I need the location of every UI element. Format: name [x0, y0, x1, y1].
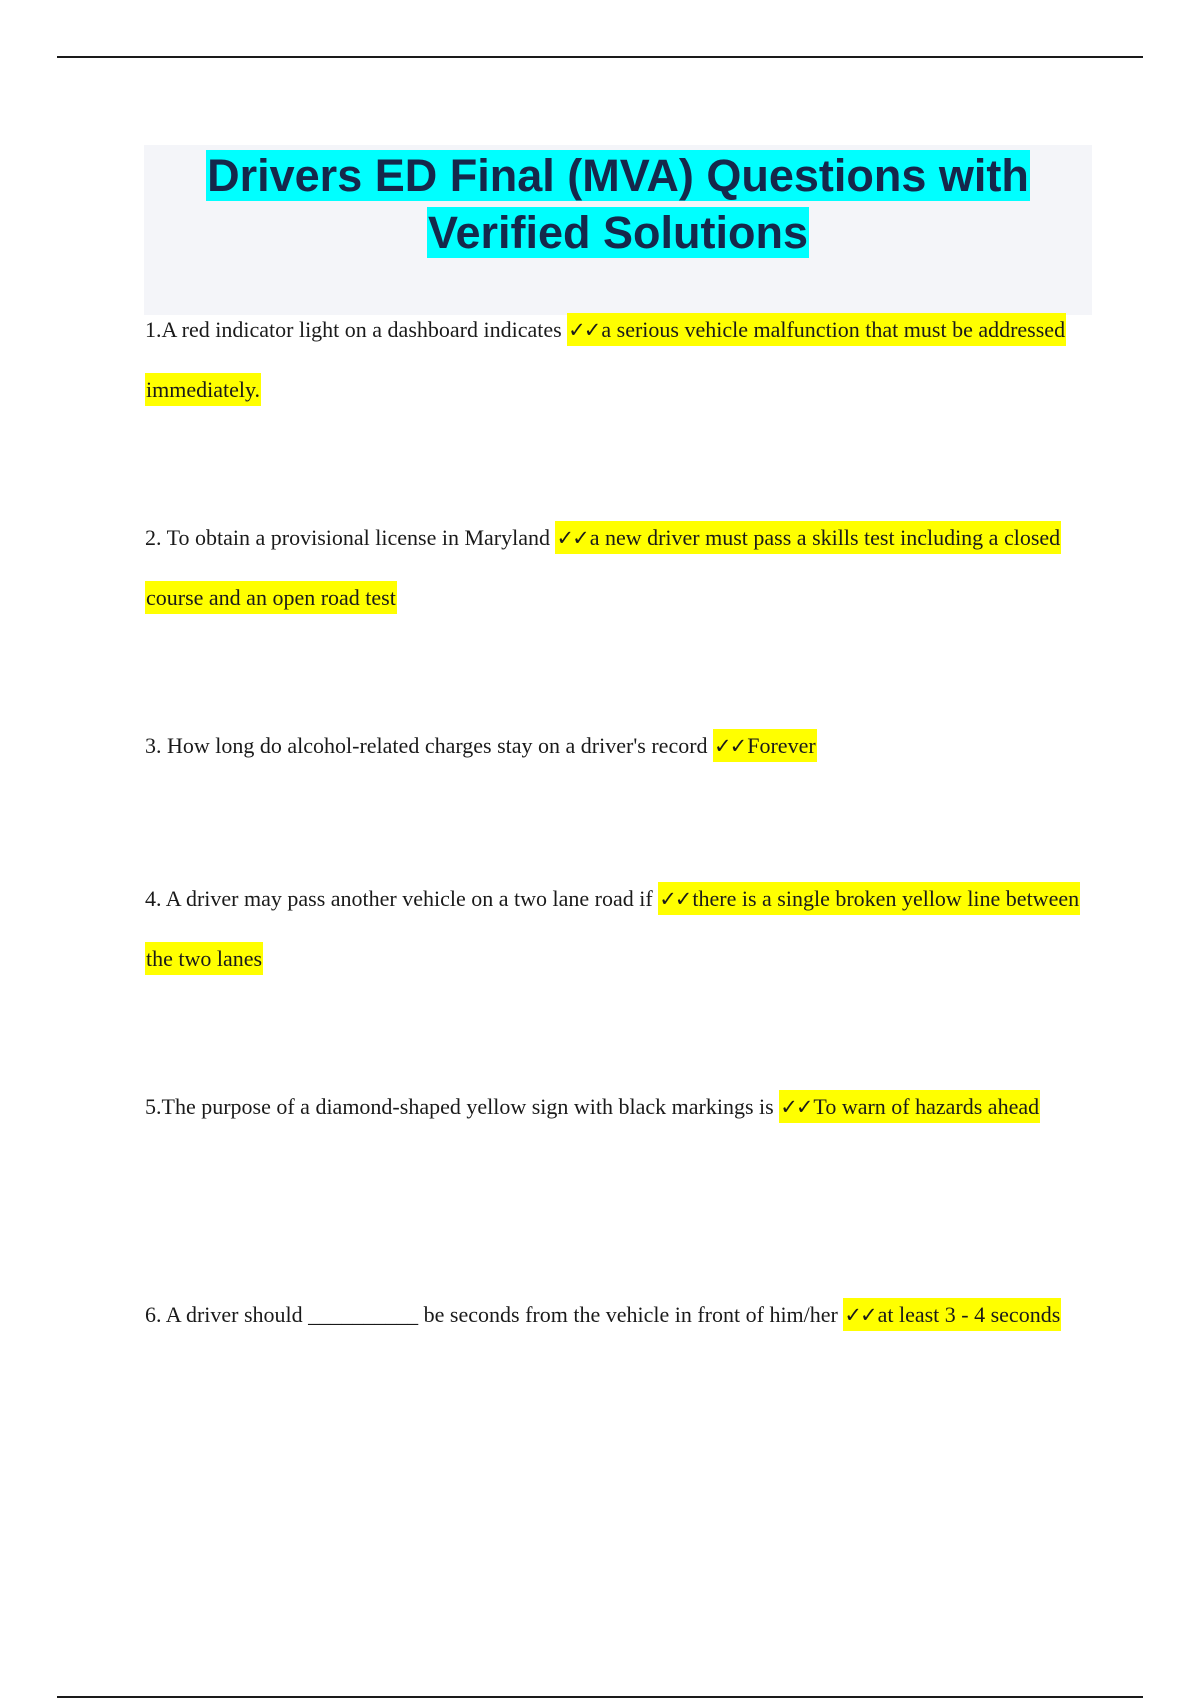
question-text: 3. How long do alcohol-related charges stay on a driver's record	[145, 733, 708, 758]
double-check-icon: ✓✓	[714, 734, 746, 758]
top-rule	[57, 56, 1143, 58]
answer-highlight	[843, 1298, 1061, 1331]
question-text: 5.The purpose of a diamond-shaped yellow sign with black markings is	[145, 1094, 774, 1119]
double-check-icon: ✓✓	[844, 1303, 876, 1327]
double-check-icon: ✓✓	[568, 318, 600, 342]
double-check-icon: ✓✓	[556, 526, 588, 550]
qa-item-2	[145, 508, 1095, 628]
question-text: 1.A red indicator light on a dashboard indicates	[145, 317, 562, 342]
answer-text: at least 3 - 4 seconds	[877, 1302, 1061, 1327]
title-box	[144, 145, 1092, 315]
question-text: 2. To obtain a provisional license in Maryland	[145, 525, 550, 550]
qa-item-6	[145, 1285, 1095, 1345]
answer-text: there is a single broken yellow line between the two lanes	[146, 886, 1080, 971]
double-check-icon: ✓✓	[780, 1095, 812, 1119]
answer-text: a new driver must pass a skills test including a closed course and an open road test	[146, 525, 1061, 610]
answer-text: To warn of hazards ahead	[813, 1094, 1040, 1119]
qa-item-1	[145, 300, 1095, 420]
question-text: 6. A driver should __________ be seconds from the vehicle in front of him/her	[145, 1302, 838, 1327]
answer-highlight	[779, 1090, 1040, 1123]
qa-item-5	[145, 1077, 1095, 1137]
title-highlight: Drivers ED Final (MVA) Questions with Verified Solutions	[207, 150, 1029, 258]
answer-text: Forever	[747, 733, 816, 758]
answer-text: a serious vehicle malfunction that must be addressed immediately.	[146, 317, 1066, 402]
qa-item-3	[145, 716, 1095, 776]
document-title	[144, 147, 1092, 261]
qa-item-4	[145, 869, 1095, 989]
answer-highlight	[713, 729, 817, 762]
question-text: 4. A driver may pass another vehicle on a two lane road if	[145, 886, 653, 911]
bottom-rule	[57, 1696, 1143, 1698]
double-check-icon: ✓✓	[659, 887, 691, 911]
